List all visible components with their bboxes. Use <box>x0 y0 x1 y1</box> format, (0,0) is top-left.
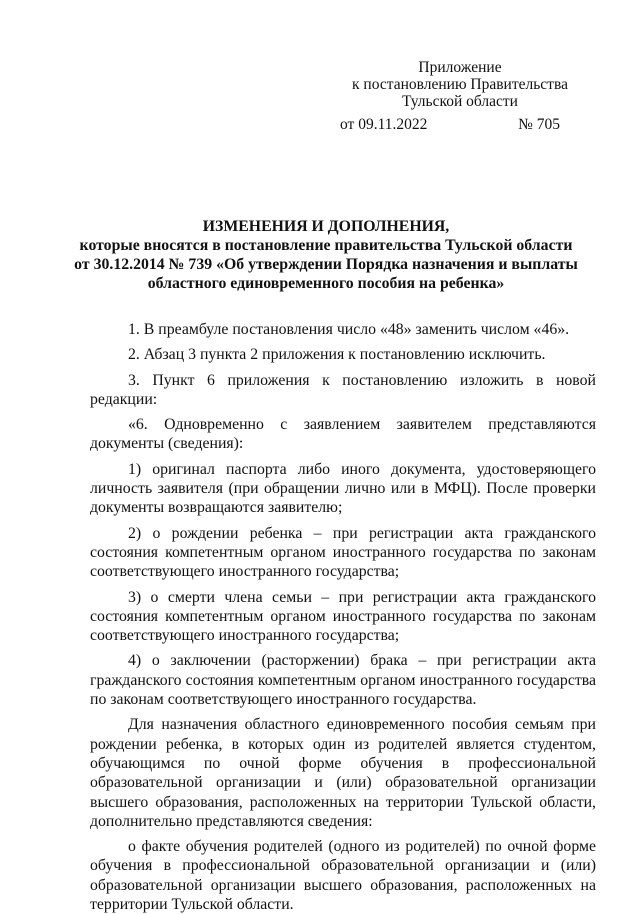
paragraph-7: 3) о смерти члена семьи – при регистрации акта гражданского состояния компетентным органом иностранного государства по законам соответствующего иностранного государства; <box>90 588 596 645</box>
paragraph-5: 1) оригинал паспорта либо иного документа, удостоверяющего личность заявителя (при обращении лично или в МФЦ). После проверки документы возвращаются заявителю; <box>90 460 596 517</box>
paragraph-10: о факте обучения родителей (одного из родителей) по очной форме обучения в профессиональной образовательной организации и (или) образовательной организации высшего образования, расположенных на территории Тульской области. <box>90 838 596 914</box>
title-line-3: от 30.12.2014 № 739 «Об утверждении Порядка назначения и выплаты <box>74 256 578 273</box>
paragraph-1: 1. В преамбуле постановления число «48» заменить числом «46». <box>128 321 570 338</box>
title-line-2: которые вносятся в постановление правительства Тульской области <box>79 237 573 254</box>
appendix-line-1: Приложение <box>418 59 502 76</box>
title-line-4: областного единовременного пособия на ребенка» <box>147 275 505 292</box>
appendix-line-3: Тульской области <box>402 93 518 110</box>
paragraph-8: 4) о заключении (расторжении) брака – при регистрации акта гражданского состояния компетентным органом иностранного государства по законам соответствующего иностранного государства. <box>90 652 596 709</box>
paragraph-6: 2) о рождении ребенка – при регистрации акта гражданского состояния компетентным органом иностранного государства по законам соответствующего иностранного государства; <box>90 524 596 581</box>
paragraph-4: «6. Одновременно с заявлением заявителем представляются документы (сведения): <box>90 416 596 453</box>
appendix-header <box>340 59 580 110</box>
resolution-date: от 09.11.2022 <box>340 116 428 133</box>
document-body <box>90 320 596 914</box>
title-line-1: ИЗМЕНЕНИЯ И ДОПОЛНЕНИЯ, <box>202 218 450 235</box>
appendix-line-2: к постановлению Правительства <box>352 76 568 93</box>
paragraph-9: Для назначения областного единовременного пособия семьям при рождении ребенка, в которых один из родителей является студентом, обучающимся по очной форме обучения в профессиональной образовательной организации и (или) образовательной организации высшего образования, расположенных на территории Тульской области, дополнительно представляются сведения: <box>90 716 596 830</box>
paragraph-3: 3. Пункт 6 приложения к постановлению изложить в новой редакции: <box>90 371 596 408</box>
resolution-date-line <box>340 116 560 134</box>
document-title <box>60 217 592 293</box>
resolution-number: № 705 <box>518 116 560 133</box>
paragraph-2: 2. Абзац 3 пункта 2 приложения к постановлению исключить. <box>128 346 546 364</box>
